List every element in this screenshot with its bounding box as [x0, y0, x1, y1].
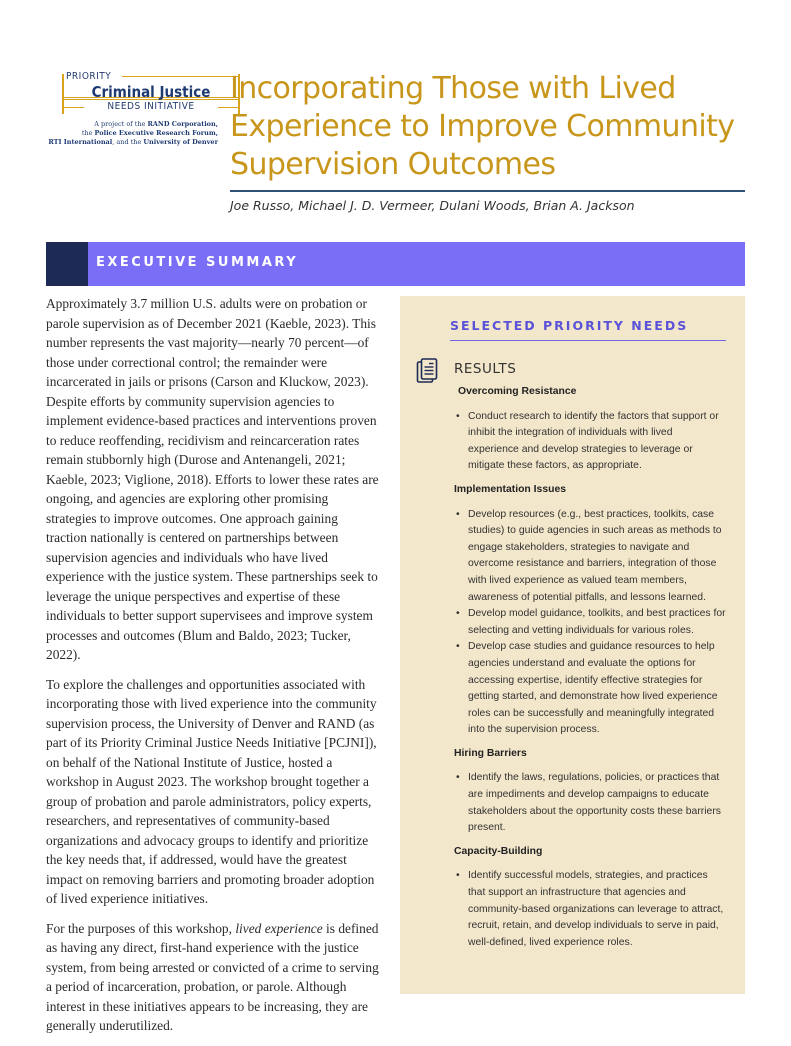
- sidebar-heading: SELECTED PRIORITY NEEDS: [450, 318, 689, 333]
- list-item: • Conduct research to identify the factors that support or inhibit the integration of individuals with lived experience and develop strategies to leverage or mitigate these factors, as appropriate.: [454, 409, 726, 475]
- priority-needs-sidebar: [400, 296, 745, 994]
- logo-priority-text: PRIORITY: [66, 71, 112, 82]
- banner-accent-block: [46, 242, 88, 286]
- list-item: • Develop model guidance, toolkits, and best practices for selecting and vetting individuals for various roles.: [454, 606, 726, 639]
- list-item: • Identify the laws, regulations, policies, or practices that are impediments and develop campaigns to educate stakeholders about the opportunity costs these barriers present.: [454, 770, 726, 836]
- list-item: • Develop resources (e.g., best practices, toolkits, case studies) to guide agencies in such areas as methods to engage stakeholders, strategies to navigate and overcome resistance and barriers, integration of those with lived experience as valued team members, awareness of potential pitfalls, and lessons learned.: [454, 507, 726, 607]
- logo-wordmark: [62, 71, 240, 114]
- sidebar-divider: [450, 340, 726, 341]
- executive-summary-body: [46, 294, 380, 1046]
- executive-summary-heading: EXECUTIVE SUMMARY: [96, 255, 299, 270]
- section-title: Capacity-Building: [454, 845, 543, 857]
- section-title: Hiring Barriers: [454, 747, 527, 759]
- document-list-icon: [416, 358, 438, 384]
- authors: Joe Russo, Michael J. D. Vermeer, Dulani Woods, Brian A. Jackson: [230, 198, 635, 213]
- paragraph: Approximately 3.7 million U.S. adults were on probation or parole supervision as of December 2021 (Kaeble, 2023). This number represents the vast majority—nearly 70 percent—of those under correctional control; the remainder were incarcerated in jails or prisons (Carson and Kluckow, 2023). Despite efforts by community supervision agencies to implement evidence-based practices and interventions proven to reduce reoffending, recidivism and reincarceration rates remain stubbornly high (Durose and Antenangeli, 2021; Kaeble, 2023; Viglione, 2018). Efforts to lower these rates are ongoing, and agencies are exploring other promising strategies to improve outcomes. One approach gaining traction nationally is centered on partnerships between supervision agencies and individuals who have lived experience with the justice system. These partnerships seek to leverage the unique perspectives and expertise of these individuals to better support supervisees and improve system processes and outcomes (Blum and Baldo, 2023; Tucker, 2022).: [46, 296, 379, 662]
- results-label: RESULTS: [454, 361, 517, 377]
- section-items: [454, 868, 726, 951]
- list-item: • Identify successful models, strategies, and practices that support an infrastructure that agencies and community-based organizations can leverage to attract, recruit, retain, and develop individuals to serve in paid, well-defined, lived experience roles.: [454, 868, 726, 951]
- section-items: [454, 409, 726, 475]
- title-divider: [230, 190, 745, 192]
- paragraph: For the purposes of this workshop, lived experience is defined as having any direct, first-hand experience with the justice system, from being arrested or convicted of a crime to serving a period of incarceration, probation, or parole. Although interest in these initiatives appears to be increasing, they are generally underutilized.: [46, 920, 379, 1033]
- list-item: • Develop case studies and guidance resources to help agencies understand and evaluate the options for accessing expertise, identify effective strategies for getting started, and demonstrate how lived experience roles can be successfully and meaningfully integrated into the supervision process.: [454, 639, 726, 739]
- section-items: [454, 507, 726, 739]
- paragraph: To explore the challenges and opportunities associated with incorporating those with lived experience into the community supervision process, the University of Denver and RAND (as part of its Priority Criminal Justice Needs Initiative [PCJNI]), on behalf of the National Institute of Justice, hosted a workshop in August 2023. The workshop brought together a group of probation and parole administrators, policy experts, researchers, and representatives of community-based organizations and advocacy groups to identify and prioritize the key needs that, if addressed, would have the greatest impact on removing barriers and promoting broader adoption of lived experience initiatives.: [46, 676, 377, 906]
- logo-needs-initiative-text: NEEDS INITIATIVE: [107, 101, 195, 112]
- logo-criminal-justice-text: Criminal Justice: [91, 83, 211, 101]
- section-items: [454, 770, 726, 836]
- logo-subtitle: A project of the RAND Corporation, the Police Executive Research Forum, RTI International, and the University of Denver: [48, 120, 218, 146]
- document-title: Incorporating Those with Lived Experience to Improve Community Supervision Outcomes: [230, 71, 735, 182]
- section-title: Implementation Issues: [454, 483, 567, 495]
- priority-needs-list: [454, 384, 726, 958]
- section-title: Overcoming Resistance: [458, 386, 577, 397]
